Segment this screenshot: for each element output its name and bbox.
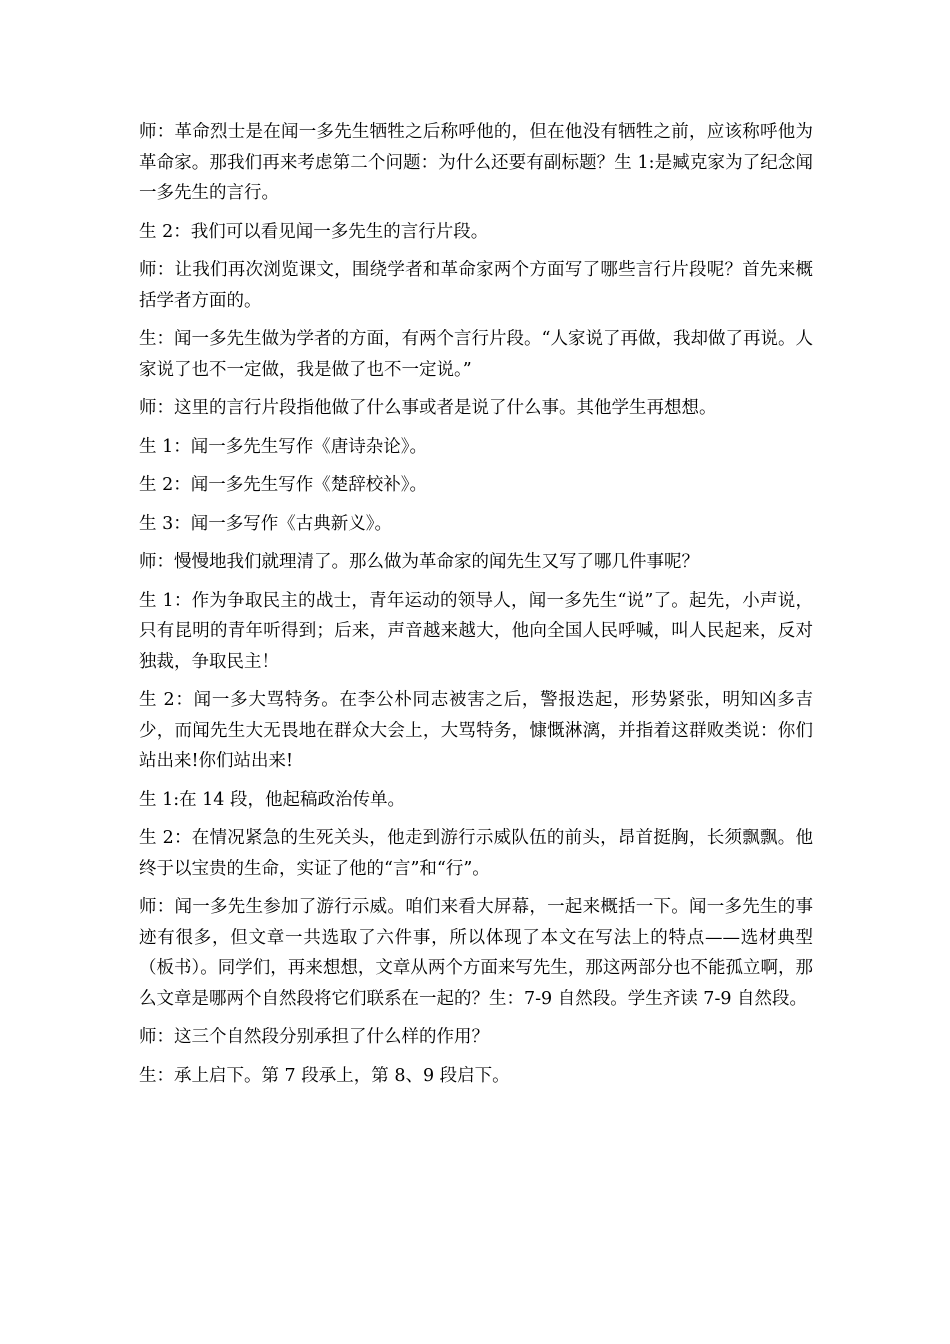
paragraph-12: 生 1:在 14 段，他起稿政治传单。 xyxy=(139,789,405,810)
paragraph-8: 生 3：闻一多写作《古典新义》。 xyxy=(139,513,392,534)
paragraph-9: 师：慢慢地我们就理清了。那么做为革命家的闻先生又写了哪几件事呢？ xyxy=(139,552,699,572)
paragraph-5: 师：这里的言行片段指他做了什么事或者是说了什么事。其他学生再想想。 xyxy=(139,398,717,418)
paragraph-14: 师：闻一多先生参加了游行示威。咱们来看大屏幕，一起来概括一下。闻一多先生的事迹有很多，但文章一共选取了六件事，所以体现了本文在写法上的特点——选材典型（板书）。同学们，再来想想，文章从两个方面来写先生，那这两部分也不能孤立啊，那么文章是哪两个自然段将它们联系在一起的？生：7-9 自然段。学生齐读 7-9 自然段。 xyxy=(139,897,813,1009)
paragraph-1: 师：革命烈士是在闻一多先生牺牲之后称呼他的，但在他没有牺牲之前，应该称呼他为革命家。那我们再来考虑第二个问题：为什么还要有副标题？生 1:是臧克家为了纪念闻一多先生的言行。 xyxy=(139,122,813,203)
paragraph-11: 生 2：闻一多大骂特务。在李公朴同志被害之后，警报迭起，形势紧张，明知凶多吉少，而闻先生大无畏地在群众大会上，大骂特务，慷慨淋漓，并指着这群败类说：你们站出来!你们站出来! xyxy=(139,690,813,771)
paragraph-15: 师：这三个自然段分别承担了什么样的作用？ xyxy=(139,1027,489,1047)
paragraph-6: 生 1：闻一多先生写作《唐诗杂论》。 xyxy=(139,436,427,457)
paragraph-2: 生 2：我们可以看见闻一多先生的言行片段。 xyxy=(139,221,489,242)
paragraph-4: 生：闻一多先生做为学者的方面，有两个言行片段。“人家说了再做，我却做了再说。人家说了也不一定做，我是做了也不一定说。” xyxy=(139,329,813,380)
paragraph-13: 生 2：在情况紧急的生死关头，他走到游行示威队伍的前头，昂首挺胸，长须飘飘。他终于以宝贵的生命，实证了他的“言”和“行”。 xyxy=(139,828,813,879)
paragraph-10: 生 1：作为争取民主的战士，青年运动的领导人，闻一多先生“说”了。起先，小声说，只有昆明的青年听得到；后来，声音越来越大，他向全国人民呼喊，叫人民起来，反对独裁，争取民主！ xyxy=(139,590,813,672)
paragraph-3: 师：让我们再次浏览课文，围绕学者和革命家两个方面写了哪些言行片段呢？首先来概括学者方面的。 xyxy=(139,260,813,311)
document-body xyxy=(139,117,813,1099)
paragraph-16: 生：承上启下。第 7 段承上，第 8、9 段启下。 xyxy=(139,1065,510,1086)
paragraph-7: 生 2：闻一多先生写作《楚辞校补》。 xyxy=(139,475,427,495)
